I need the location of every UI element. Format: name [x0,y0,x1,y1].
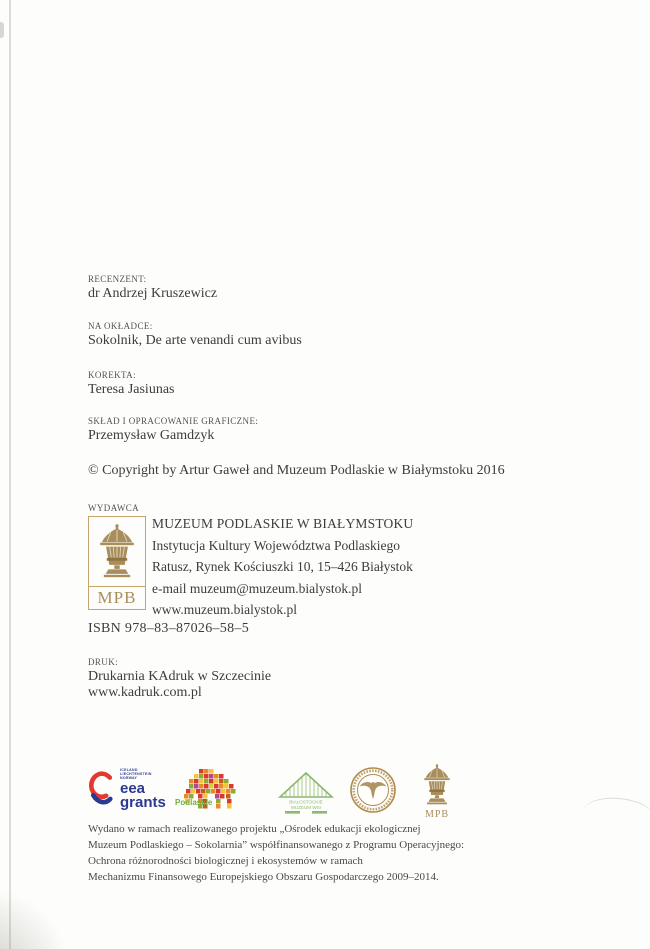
publisher-email: e-mail muzeum@muzeum.bialystok.pl [152,580,363,596]
scan-artifact [0,22,4,38]
eagle-seal-icon [349,766,397,814]
muzeum-wsi-text-1: BIAŁOSTOCKIE [289,799,323,805]
reviewer-label: RECENZENT: [88,274,147,284]
footer-line-2: Muzeum Podlaskiego – Sokolarnia” współfinansowanego z Programu Operacyjnego: [88,839,465,851]
falconry-seal-logo [349,766,397,814]
eea-country-1: ICELAND [120,768,138,772]
publisher-logo-box [88,516,146,610]
mosaic-bison-icon [174,765,244,815]
cover-label: NA OKŁADCE: [88,321,153,331]
cover-value: Sokolnik, De arte venandi cum avibus [88,333,302,348]
lantern-icon [97,517,137,586]
podlaskie-logo [174,765,244,815]
typesetting-label: SKŁAD I OPRACOWANIE GRAFICZNE: [88,416,259,426]
footer-line-4: Mechanizmu Finansowego Europejskiego Obszaru Gospodarczego 2009–2014. [88,871,439,883]
eea-country-3: NORWAY [120,776,138,780]
scan-page-curl [581,794,650,835]
publisher-block [152,513,413,621]
eea-grants-logo [88,768,166,810]
scan-corner-shadow [0,879,80,949]
publisher-name: MUZEUM PODLASKIE W BIAŁYMSTOKU [152,516,414,531]
grants-word: grants [120,794,166,811]
publisher-label: WYDAWCA [88,503,140,513]
scan-spine-edge [0,0,13,949]
reviewer-value: dr Andrzej Kruszewicz [88,286,218,301]
publisher-institution: Instytucja Kultury Województwa Podlaskiego [152,537,400,553]
eea-country-2: LIECHTENSTEIN [120,772,152,776]
publisher-address: Ratusz, Rynek Kościuszki 10, 15–426 Białystok [152,559,413,574]
eea-word: eea [120,780,146,797]
project-funding-note [88,821,558,885]
eea-swirl-icon [88,771,115,807]
print-label: DRUK: [88,657,119,667]
roof-outline-icon [277,770,335,816]
bialostockie-muzeum-wsi-logo [277,770,335,816]
mpb-small-label: MPB [424,809,450,820]
publisher-logo-text: MPB [89,586,145,609]
muzeum-wsi-text-2: MUZEUM WSI [290,805,322,810]
publisher-website: www.muzeum.bialystok.pl [152,602,297,617]
typesetting-value: Przemysław Gamdzyk [88,428,215,443]
isbn-line: ISBN 978–83–87026–58–5 [88,621,249,636]
printer-website: www.kadruk.com.pl [88,685,202,700]
copyright-line: © Copyright by Artur Gaweł and Muzeum Podlaskie w Białymstoku 2016 [88,463,505,478]
sponsor-logos-row [88,763,558,819]
footer-line-3: Ochrona różnorodności biologicznej i ekosystemów w ramach [88,855,363,867]
footer-line-1: Wydano w ramach realizowanego projektu „Ośrodek edukacji ekologicznej [88,823,421,835]
printer-name: Drukarnia KAdruk w Szczecinie [88,669,272,684]
proofreading-label: KOREKTA: [88,370,136,380]
scan-spine-line [9,0,11,949]
proofreading-value: Teresa Jasiunas [88,382,175,397]
mpb-small-logo [421,764,453,820]
lantern-icon [421,764,453,808]
podlaskie-label: Podlaskie [175,798,213,807]
